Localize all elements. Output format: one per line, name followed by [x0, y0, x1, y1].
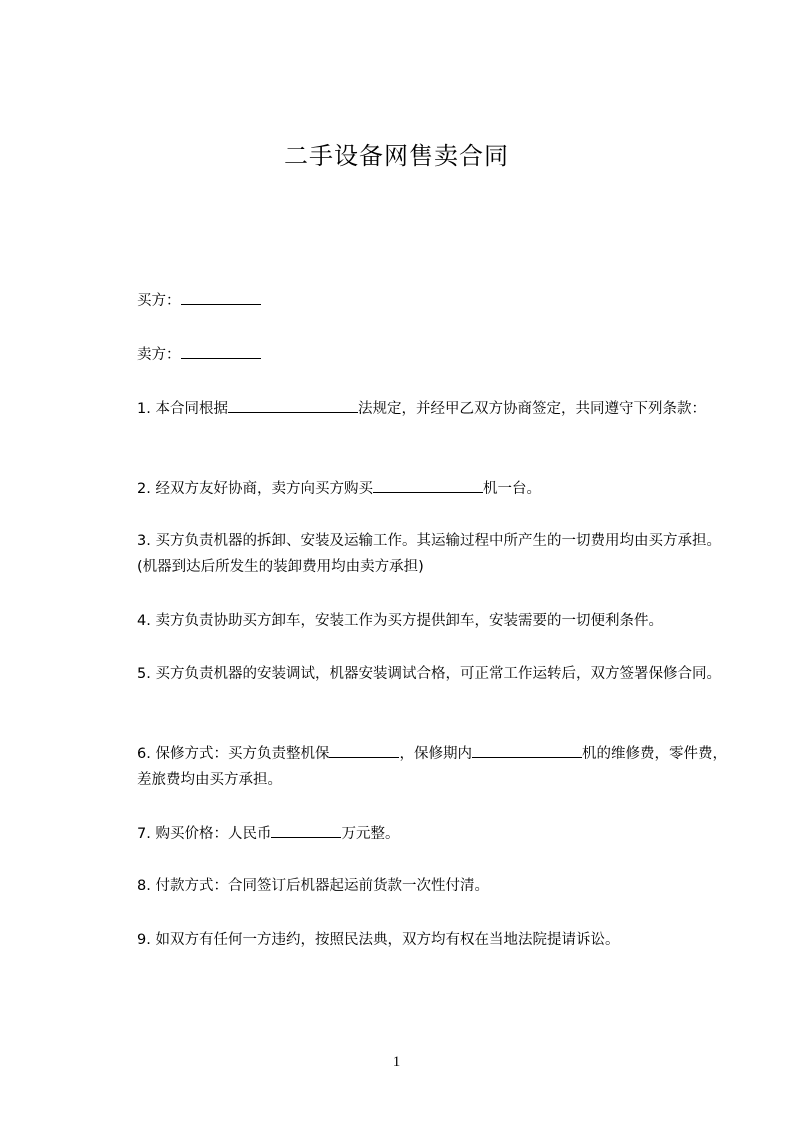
clause-6-text-a: 6. 保修方式：买方负责整机保: [137, 746, 330, 762]
clause-2: [106, 475, 737, 502]
buyer-line: [106, 287, 737, 314]
clause-1-text-b: 法规定，并经甲乙双方协商签定，共同遵守下列条款：: [357, 401, 706, 417]
clause-8-text: 8. 付款方式：合同签订后机器起运前货款一次性付清。: [137, 878, 489, 894]
page-number: 1: [392, 1054, 401, 1070]
clause-1-text-a: 1. 本合同根据: [137, 401, 228, 417]
clause-2-text-b: 机一台。: [482, 481, 541, 497]
clause-4: [106, 608, 737, 634]
clause-6-blank-b: [472, 740, 582, 758]
seller-blank: [181, 341, 261, 359]
seller-label: 卖方：: [137, 347, 181, 363]
clause-3-text: 3. 买方负责机器的拆卸、安装及运输工作。其运输过程中所产生的一切费用均由买方承担。(机器到达后所发生的装卸费用均由卖方承担): [137, 533, 721, 575]
clause-6-text-b: ，保修期内: [399, 746, 472, 762]
clause-5-text: 5. 买方负责机器的安装调试，机器安装调试合格，可正常工作运转后，双方签署保修合同。: [137, 666, 721, 682]
buyer-blank: [181, 287, 261, 305]
clause-5: [106, 661, 737, 687]
clause-6-blank-a: [329, 740, 399, 758]
clause-7-text-b: 万元整。: [341, 826, 400, 842]
clause-7: [106, 820, 737, 847]
clause-7-blank: [271, 820, 341, 838]
buyer-label: 买方：: [137, 293, 181, 309]
clause-7-text-a: 7. 购买价格：人民币: [137, 826, 272, 842]
clause-9-text: 9. 如双方有任何一方违约，按照民法典，双方均有权在当地法院提请诉讼。: [137, 932, 620, 948]
clause-6: [106, 740, 737, 793]
clause-9: [106, 927, 737, 953]
clause-4-text: 4. 卖方负责协助买方卸车，安装工作为买方提供卸车，安装需要的一切便利条件。: [137, 613, 663, 629]
clause-6-text-c: 机的维修费，零件费，差旅费均由买方承担。: [137, 746, 727, 788]
clause-2-text-a: 2. 经双方友好协商，卖方向买方购买: [137, 481, 373, 497]
clause-3: [106, 528, 737, 580]
clause-1: [106, 395, 737, 422]
clause-1-blank: [228, 395, 358, 413]
clause-2-blank: [373, 475, 483, 493]
document-title: 二手设备网售卖合同: [284, 142, 509, 170]
clause-8: [106, 873, 737, 899]
seller-line: [106, 341, 737, 368]
